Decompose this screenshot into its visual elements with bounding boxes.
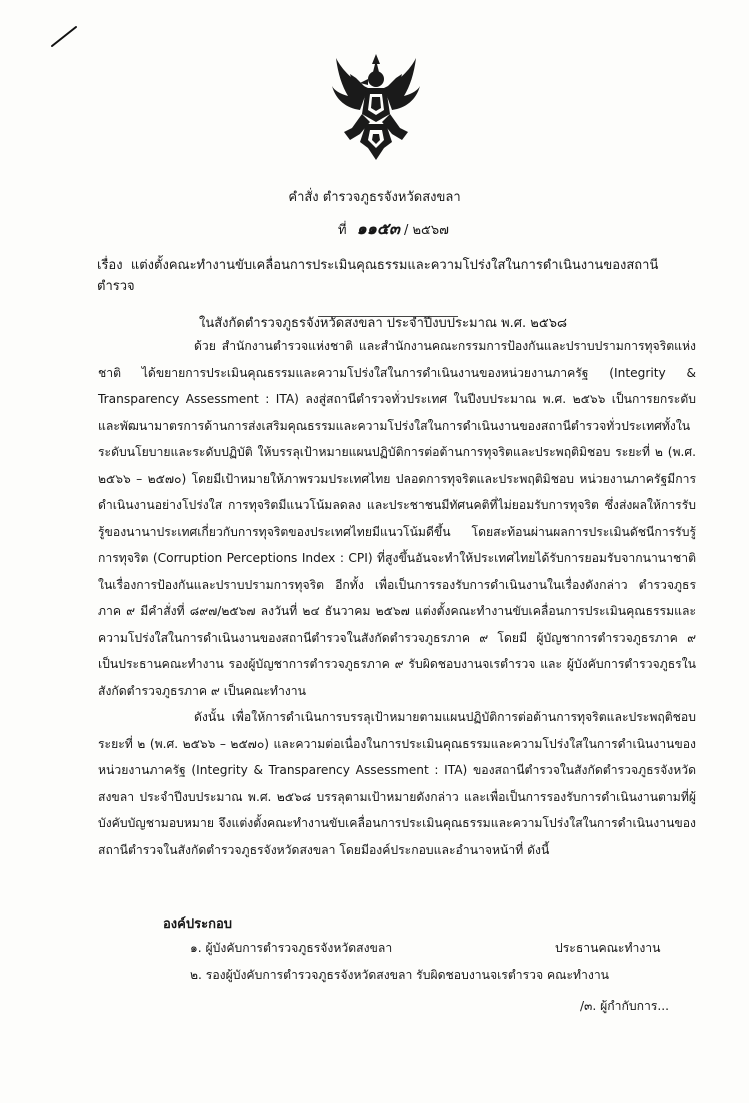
order-number-value: ๑๑๕๓ [356, 219, 400, 238]
member-2: ๒. รองผู้บังคับการตำรวจภูธรจังหวัดสงขลา รับผิดชอบงานจเรตำรวจ คณะทำงาน [190, 968, 609, 982]
member-1-role: ประธานคณะทำงาน [555, 941, 661, 955]
member-1: ๑. ผู้บังคับการตำรวจภูธรจังหวัดสงขลา [190, 941, 393, 955]
order-number [338, 217, 449, 242]
page-continuation: /๓. ผู้กำกับการ... [579, 999, 669, 1013]
body-paragraph-2 [98, 704, 696, 863]
order-number-prefix: ที่ [338, 223, 347, 238]
body-paragraph-1-text: ด้วย สำนักงานตำรวจแห่งชาติ และสำนักงานคณะกรรมการป้องกันและปราบปรามการทุจริตแห่งชาติ ได้ขยายการประเมินคุณธรรมและความโปร่งใสในการดำเนินงานของหน่วยงานภาครัฐ (Integrity & Transparency Assessment : ITA) ลงสู่สถานีตำรวจทั่วประเทศ ในปีงบประมาณ พ.ศ. ๒๕๖๖ เป็นการยกระดับและพัฒนามาตรการด้านการส่งเสริมคุณธรรมและความโปร่งใสในการดำเนินงานของสถานีตำรวจทั่วประเทศทั้งในระดับนโยบายและระดับปฏิบัติ ให้บรรลุเป้าหมายแผนปฏิบัติการต่อต้านการทุจริตและประพฤติมิชอบ ระยะที่ ๒ (พ.ศ. ๒๕๖๖ – ๒๕๗๐) โดยมีเป้าหมายให้ภาพรวมประเทศไทย ปลอดการทุจริตและประพฤติมิชอบ หน่วยงานภาครัฐมีการดำเนินงานอย่างโปร่งใส การทุจริตมีแนวโน้มลดลง และประชาชนมีทัศนคติที่ไม่ยอมรับการทุจริต ซึ่งส่งผลให้การรับรู้ของนานาประเทศเกี่ยวกับการทุจริตของประเทศไทยมีแนวโน้มดีขึ้น โดยสะท้อนผ่านผลการประเมินดัชนีการรับรู้การทุจริต (Corruption Perceptions Index : CPI) ที่สูงขึ้นอันจะทำให้ประเทศไทยได้รับการยอมรับจากนานาชาติในเรื่องการป้องกันและปราบปรามการทุจริต อีกทั้ง เพื่อเป็นการรองรับการดำเนินงานในเรื่องดังกล่าว ตำรวจภูธรภาค ๙ มีคำสั่งที่ ๘๙๗/๒๕๖๗ ลงวันที่ ๒๔ ธันวาคม ๒๕๖๗ แต่งตั้งคณะทำงานขับเคลื่อนการประเมินคุณธรรมและความโปร่งใสในการดำเนินงานของสถานีตำรวจในสังกัดตำรวจภูธรภาค ๙ โดยมี ผู้บัญชาการตำรวจภูธรภาค ๙ เป็นประธานคณะทำงาน รองผู้บัญชาการตำรวจภูธรภาค ๙ รับผิดชอบงานจเรตำรวจ และ ผู้บังคับการตำรวจภูธรในสังกัดตำรวจภูธรภาค ๙ เป็นคณะทำงาน [98, 339, 696, 698]
subject-line-1 [97, 254, 687, 296]
divider [318, 316, 458, 317]
composition-heading: องค์ประกอบ [163, 917, 232, 932]
subject-text-1: แต่งตั้งคณะทำงานขับเคลื่อนการประเมินคุณธรรมและความโปร่งใสในการดำเนินงานของสถานีตำรวจ [97, 258, 659, 294]
body-paragraph-2-text: ดังนั้น เพื่อให้การดำเนินการบรรลุเป้าหมายตามแผนปฏิบัติการต่อต้านการทุจริตและประพฤติชอบ ระยะที่ ๒ (พ.ศ. ๒๕๖๖ – ๒๕๗๐) และความต่อเนื่องในการประเมินคุณธรรมและความโปร่งใสในการดำเนินงานของหน่วยงานภาครัฐ (Integrity & Transparency Assessment : ITA) ของสถานีตำรวจในสังกัดตำรวจภูธรจังหวัดสงขลา ประจำปีงบประมาณ พ.ศ. ๒๕๖๘ บรรลุตามเป้าหมายดังกล่าว และเพื่อเป็นการรองรับการดำเนินงานตามที่ผู้บังคับบัญชามอบหมาย จึงแต่งตั้งคณะทำงานขับเคลื่อนการประเมินคุณธรรมและความโปร่งใสในการดำเนินงานของสถานีตำรวจในสังกัดตำรวจภูธรจังหวัดสงขลา โดยมีองค์ประกอบและอำนาจหน้าที่ ดังนี้ [98, 710, 696, 857]
body-text [98, 333, 696, 863]
pen-stroke-mark [50, 24, 80, 48]
body-paragraph-1 [98, 333, 696, 704]
garuda-emblem-icon [330, 52, 422, 164]
subject-text-2: ในสังกัดตำรวจภูธรจังหวัดสงขลา ประจำปีงบประมาณ พ.ศ. ๒๕๖๘ [199, 316, 567, 331]
order-year: / ๒๕๖๗ [403, 223, 449, 238]
subject-block [97, 254, 687, 333]
subject-label: เรื่อง [97, 258, 123, 273]
order-title: คำสั่ง ตำรวจภูธรจังหวัดสงขลา [288, 190, 461, 205]
